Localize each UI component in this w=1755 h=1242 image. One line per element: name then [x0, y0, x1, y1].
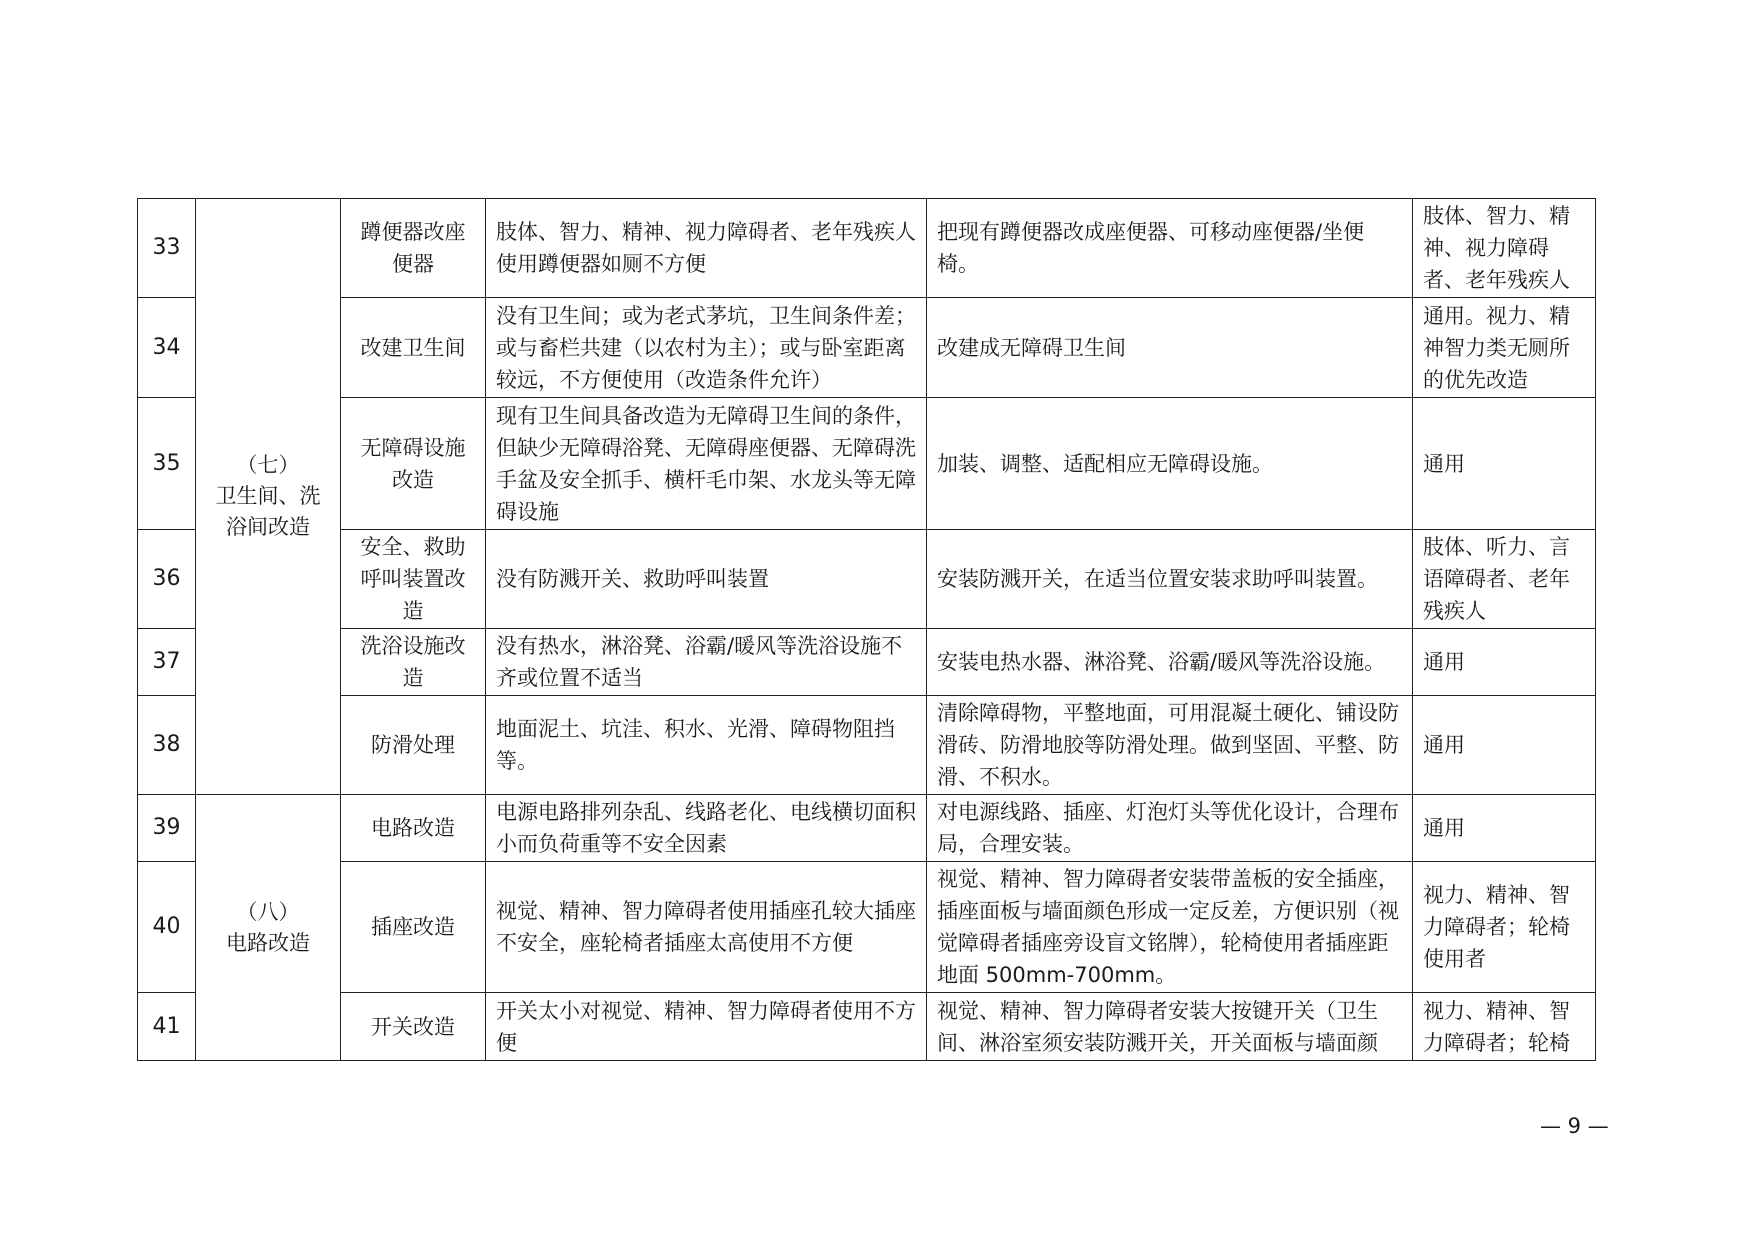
target-cell: 视力、精神、智力障碍者；轮椅 [1413, 993, 1596, 1061]
category-code: （八） [236, 899, 300, 924]
target-cell: 肢体、听力、言语障碍者、老年残疾人 [1413, 530, 1596, 629]
target-cell: 通用 [1413, 398, 1596, 530]
problem-cell: 现有卫生间具备改造为无障碍卫生间的条件，但缺少无障碍浴凳、无障碍座便器、无障碍洗手盆及安全抓手、横杆毛巾架、水龙头等无障碍设施 [486, 398, 927, 530]
category-code: （七） [236, 453, 300, 477]
category-cell [196, 199, 341, 795]
measure-cell: 清除障碍物，平整地面，可用混凝土硬化、铺设防滑砖、防滑地胶等防滑处理。做到坚固、平整、防滑、不积水。 [927, 696, 1413, 795]
measure-cell: 安装电热水器、淋浴凳、浴霸/暖风等洗浴设施。 [927, 629, 1413, 696]
table-row [138, 696, 1596, 795]
row-number: 33 [138, 199, 196, 298]
measure-cell: 视觉、精神、智力障碍者安装带盖板的安全插座，插座面板与墙面颜色形成一定反差，方便识别（视觉障碍者插座旁设盲文铭牌），轮椅使用者插座距地面 500mm-700mm。 [927, 862, 1413, 993]
row-number: 37 [138, 629, 196, 696]
category-cell [196, 795, 341, 1061]
problem-cell: 没有防溅开关、救助呼叫装置 [486, 530, 927, 629]
table-row [138, 629, 1596, 696]
problem-cell: 开关太小对视觉、精神、智力障碍者使用不方便 [486, 993, 927, 1061]
target-cell: 通用 [1413, 795, 1596, 862]
measure-cell: 对电源线路、插座、灯泡灯头等优化设计，合理布局，合理安装。 [927, 795, 1413, 862]
category-name: 电路改造 [226, 930, 310, 955]
row-number: 39 [138, 795, 196, 862]
table-row [138, 398, 1596, 530]
target-cell: 通用 [1413, 696, 1596, 795]
target-cell: 通用。视力、精神智力类无厕所的优先改造 [1413, 298, 1596, 398]
table-row [138, 199, 1596, 298]
category-name: 卫生间、洗浴间改造 [215, 484, 321, 539]
measure-cell: 加装、调整、适配相应无障碍设施。 [927, 398, 1413, 530]
item-name: 防滑处理 [341, 696, 486, 795]
problem-cell: 没有热水，淋浴凳、浴霸/暖风等洗浴设施不齐或位置不适当 [486, 629, 927, 696]
target-cell: 视力、精神、智力障碍者；轮椅使用者 [1413, 862, 1596, 993]
problem-cell: 地面泥土、坑洼、积水、光滑、障碍物阻挡等。 [486, 696, 927, 795]
target-cell: 通用 [1413, 629, 1596, 696]
row-number: 38 [138, 696, 196, 795]
table-row [138, 530, 1596, 629]
measure-cell: 改建成无障碍卫生间 [927, 298, 1413, 398]
page-number: — 9 — [1540, 1114, 1609, 1138]
item-name: 洗浴设施改造 [341, 629, 486, 696]
measure-cell: 视觉、精神、智力障碍者安装大按键开关（卫生间、淋浴室须安装防溅开关，开关面板与墙面颜 [927, 993, 1413, 1061]
table-row [138, 862, 1596, 993]
item-name: 电路改造 [341, 795, 486, 862]
item-name: 安全、救助呼叫装置改造 [341, 530, 486, 629]
problem-cell: 没有卫生间；或为老式茅坑，卫生间条件差；或与畜栏共建（以农村为主）；或与卧室距离较远，不方便使用（改造条件允许） [486, 298, 927, 398]
table-row [138, 993, 1596, 1061]
row-number: 40 [138, 862, 196, 993]
item-name: 插座改造 [341, 862, 486, 993]
problem-cell: 视觉、精神、智力障碍者使用插座孔较大插座不安全，座轮椅者插座太高使用不方便 [486, 862, 927, 993]
item-name: 改建卫生间 [341, 298, 486, 398]
problem-cell: 肢体、智力、精神、视力障碍者、老年残疾人使用蹲便器如厕不方便 [486, 199, 927, 298]
measure-cell: 安装防溅开关，在适当位置安装求助呼叫装置。 [927, 530, 1413, 629]
item-name: 蹲便器改座便器 [341, 199, 486, 298]
table-row [138, 298, 1596, 398]
table-row [138, 795, 1596, 862]
row-number: 34 [138, 298, 196, 398]
item-name: 无障碍设施改造 [341, 398, 486, 530]
row-number: 36 [138, 530, 196, 629]
measure-cell: 把现有蹲便器改成座便器、可移动座便器/坐便椅。 [927, 199, 1413, 298]
problem-cell: 电源电路排列杂乱、线路老化、电线横切面积小而负荷重等不安全因素 [486, 795, 927, 862]
item-name: 开关改造 [341, 993, 486, 1061]
target-cell: 肢体、智力、精神、视力障碍者、老年残疾人 [1413, 199, 1596, 298]
row-number: 41 [138, 993, 196, 1061]
row-number: 35 [138, 398, 196, 530]
renovation-table [137, 198, 1596, 1061]
